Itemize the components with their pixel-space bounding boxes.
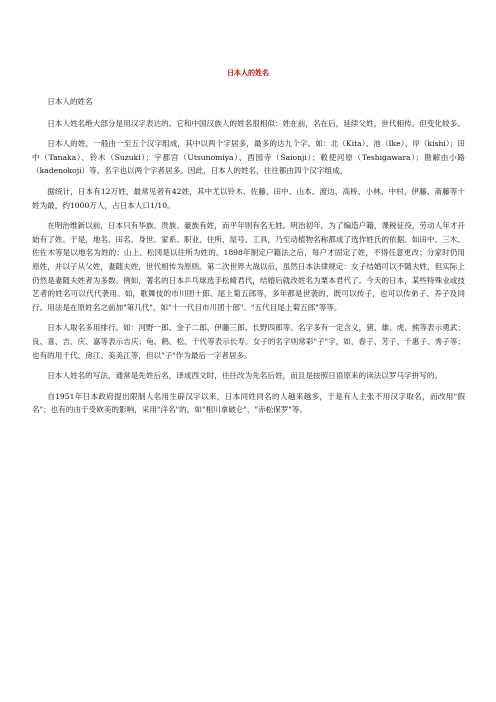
document-body: [32, 95, 465, 424]
section-heading: 日本人的姓名: [47, 97, 93, 106]
document-title: 日本人的姓名: [227, 68, 269, 77]
paragraph-name-order: 日本人姓名的写法，通常是先姓后名，译成西文时，往往改为先名后姓，而且是按照日语原来的读法以罗马字拼写的。: [47, 371, 443, 381]
paragraph-given-names: 日本人取名多用排行。如：河野一郎、金子二郎、伊藤三郎、长野四郎等。名字多有一定含义，猪、雄、虎、熊等表示勇武；良、喜、吉、庆、嘉等表示吉庆；龟、鹤、松、千代等表示长寿。女子的名字则常彩"子"字，如，春子、芳子、千惠子、秀子等；也有的用千代、房江、美美江等，但以"子"作为最后一字者居多。: [32, 323, 465, 360]
paragraph-history: 在明治维新以前，日本只有华族、贵族、豪族有姓，而平年则有名无姓。明治初年，为了编造户籍，课税征役，劳动人年才开始有了姓。于是，地名、田名、身世、家系、职业、住所、屋号、工具，乃至动植物名称都成了选作姓氏的依据。如田中、三木、佐佐木等是以地名为姓的；山上、松冈是以住所为姓的。1898年制定户籍法之后，每户才固定了姓，不得任意更改；分家时仍用原姓，并以子从父姓，妻随夫姓，世代相传为原则。第二次世界大战以后，虽然日本法律规定：女子结婚可以不随夫姓，但实际上仍然是妻随夫姓者为多数。例如，著名的日本乒乓球选手松崎君代，结婚后就改姓名为栗本君代了。今天的日本，某些特殊业或技艺者的姓名可以代代袭用。如，歌舞伎的市川团十郎、尾上菊五郎等，多年都是世袭的，既可以传子，也可以传弟子、养子及同行。用法是在原姓名之前加"第几代"，如"十一代目市川团十郎"、"五代目尾上菊五郎"等等。: [32, 221, 465, 312]
paragraph-surname-length: 日本人的姓，一般由一至五个汉字组成，其中以两个字居多，最多的达九个字。如：北（Kita）、池（Ike）、岸（kishi）；田中（Tanaka）、铃木（Suzuki）；宇都宫（Utsunomiya）、西园寺（Saionji）；敕使河原（Teshigawara）；勘解由小路（kadenokoji）等。名字也以两个字者居多。因此，日本人的姓名，往往都由四个汉字组成。: [32, 139, 465, 176]
paragraph-statistics: 据统计，日本有12万姓，最常见者有42姓，其中尤以铃木、佐藤、田中、山本、渡边、高桥、小林、中村、伊藤、斋藤等十姓为最，约1000万人，占日本人口1/10。: [32, 186, 465, 210]
paragraph-modern-names: 自1951年日本政府提出限制人名用生辟汉字以来，日本同姓同名的人越来越多，于是有人主张不用汉字取名，而改用"假名"；也有的由于受欧美的影响，采用"洋名"的，如"相川拿破仑"、"赤松保罗"等。: [32, 391, 465, 415]
paragraph-intro: 日本人姓名绝大部分是用汉字表达的。它和中国汉族人的姓名很相似：姓在前，名在后，延续父姓，世代相传。但变化较多。: [47, 118, 465, 128]
